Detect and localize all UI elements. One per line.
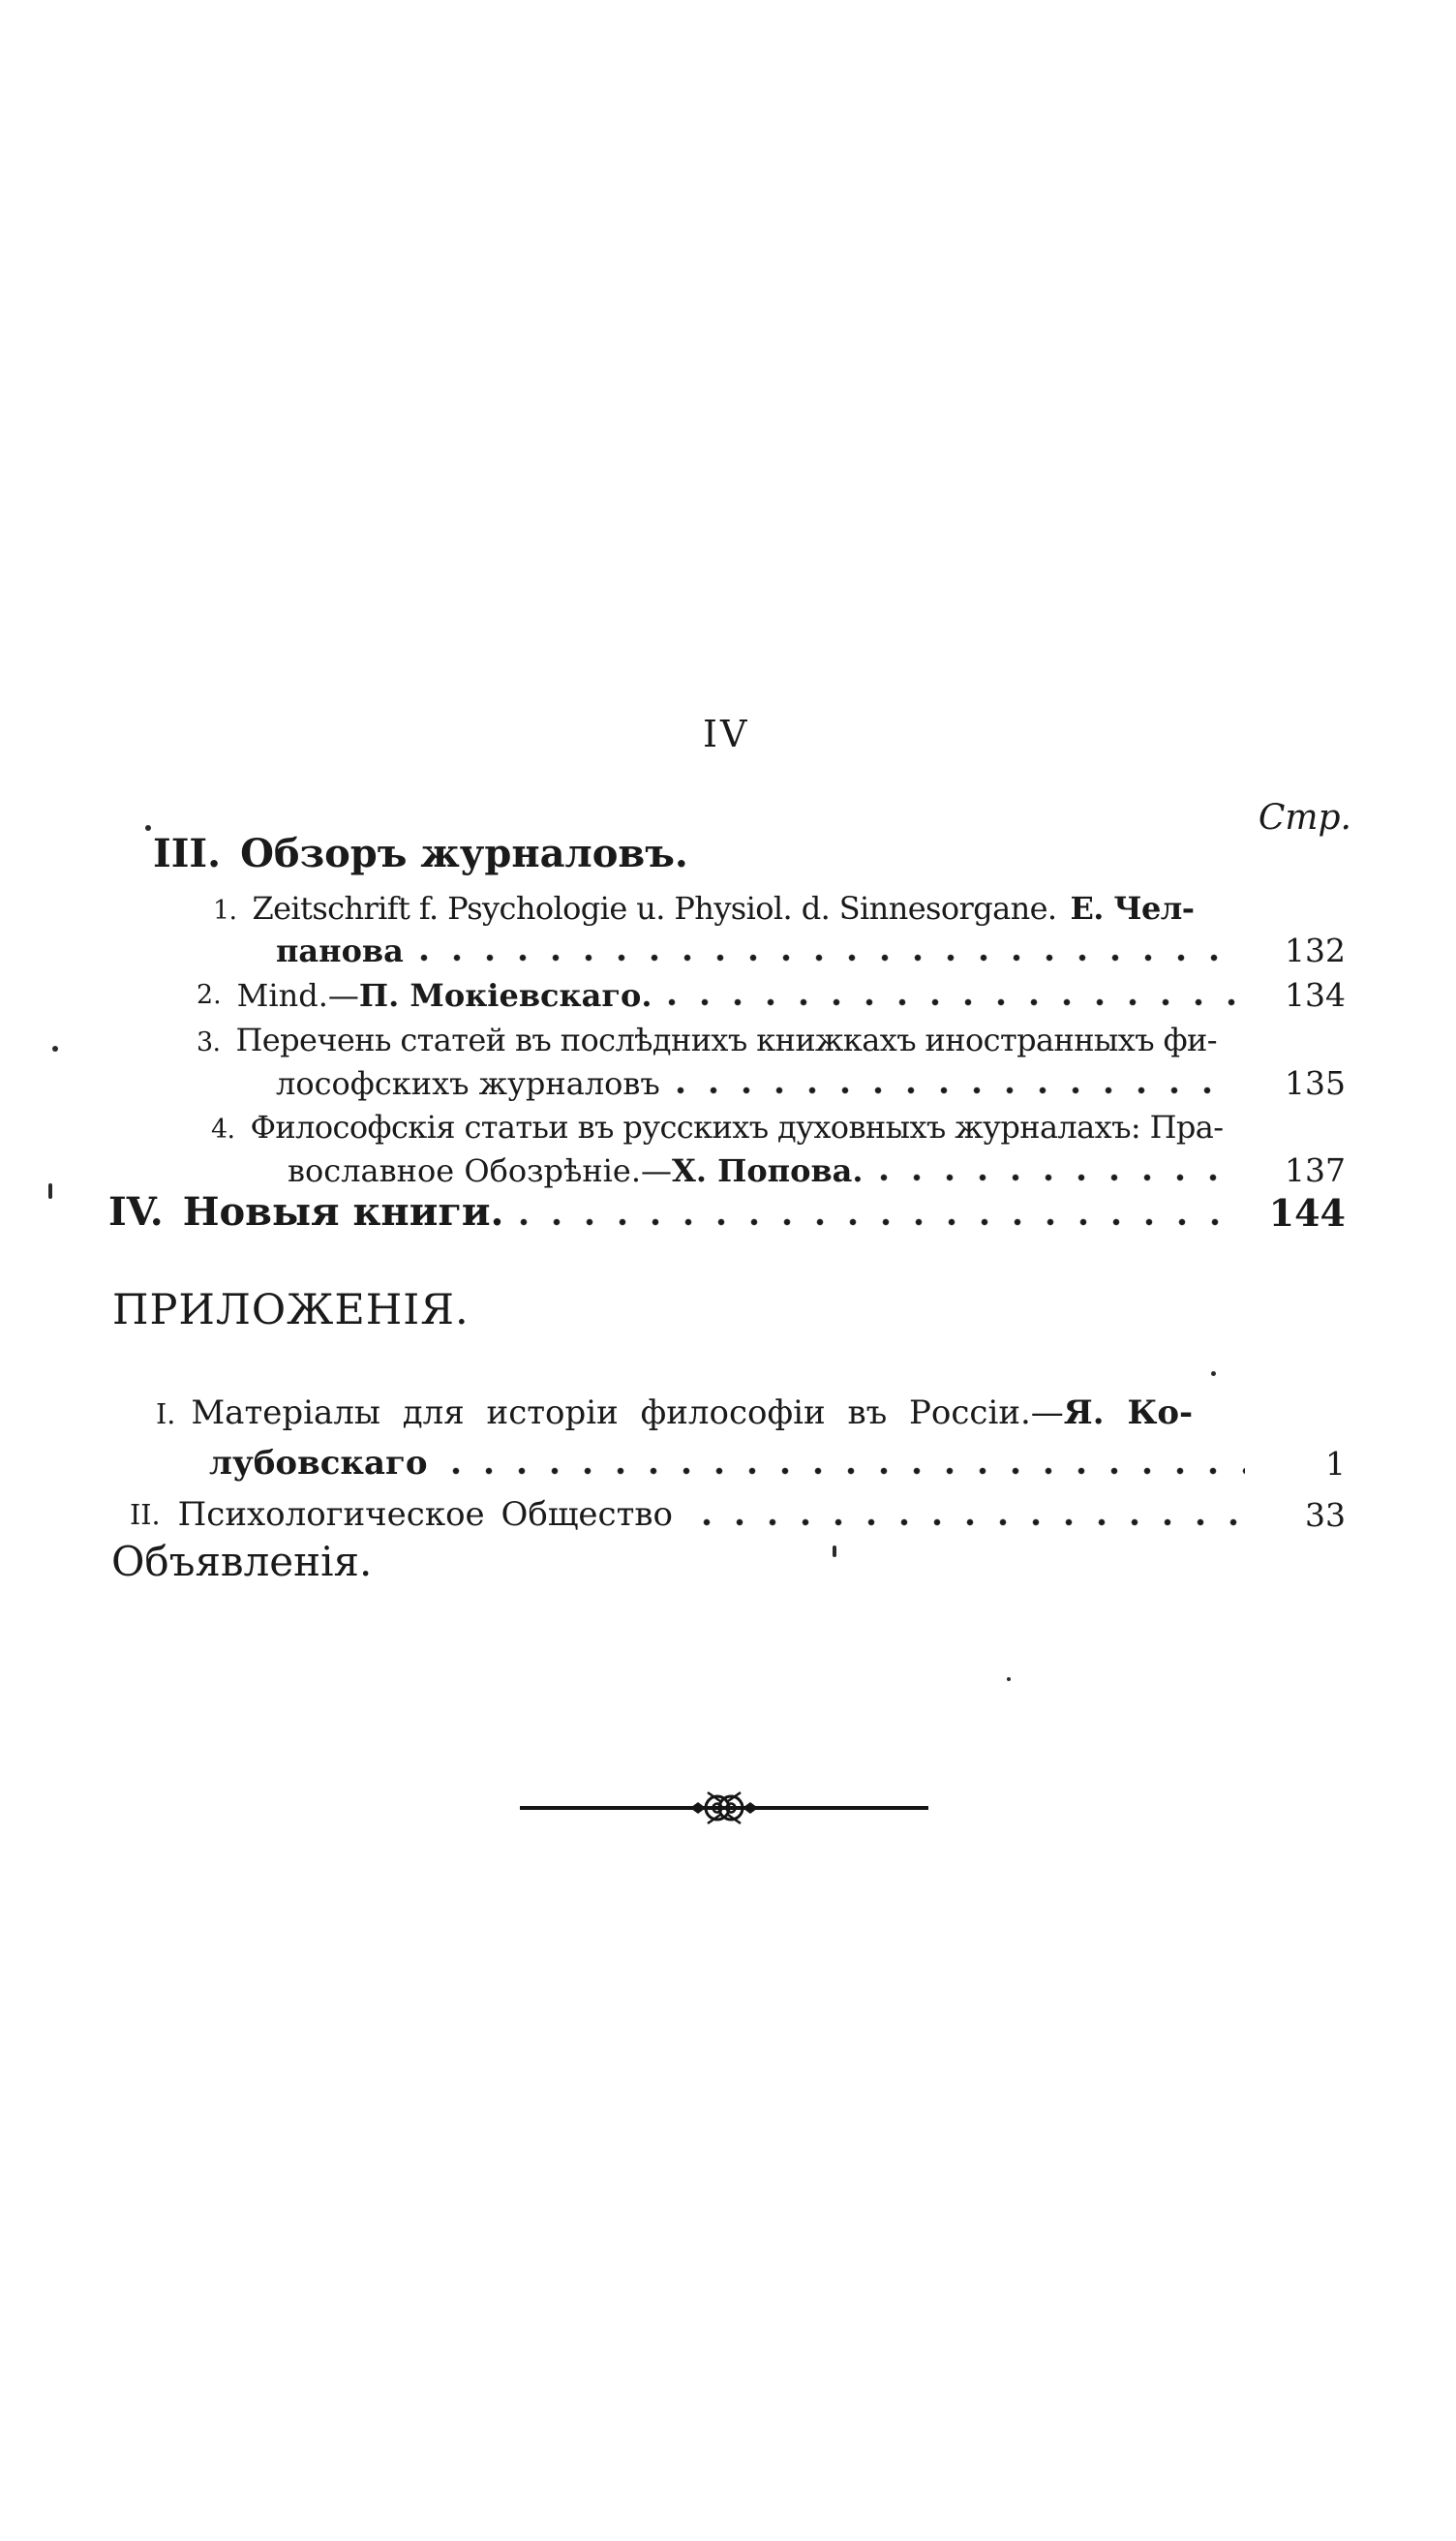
entry-page-number: 134: [1285, 976, 1346, 1014]
entry-page-number: 1: [1325, 1445, 1346, 1483]
toc-entry-articles-list-line1: [197, 1021, 1217, 1062]
dotted-leader: [519, 1217, 1220, 1227]
scan-speck: [833, 1546, 836, 1557]
dotted-leader: [451, 1466, 1245, 1476]
entry-page-number: 135: [1285, 1064, 1346, 1102]
folio-page-number: IV: [703, 713, 750, 755]
entry-author: Х. Попова.: [672, 1152, 864, 1189]
toc-entry-mind: [197, 976, 1346, 1015]
entry-author: П. Мокіевскаго.: [358, 977, 652, 1014]
entry-page-number: 137: [1285, 1151, 1346, 1189]
dotted-leader: [702, 1517, 1245, 1527]
toc-entry-zeitschrift-line2: [276, 932, 1346, 970]
section-heading-new-books: [108, 1189, 1346, 1235]
page-column-header: Стр.: [1258, 798, 1351, 838]
entry-page-number: 33: [1305, 1496, 1346, 1534]
entry-number: II.: [130, 1498, 161, 1531]
dotted-leader: [667, 997, 1236, 1007]
appendix-entry-materials-line1: [156, 1393, 1193, 1434]
section-title: Новыя книги.: [182, 1189, 504, 1235]
entry-author: Я. Ко-: [1063, 1393, 1194, 1432]
divider-rule-left: [520, 1806, 678, 1810]
entry-author-continued: лубовскаго: [209, 1444, 428, 1483]
section-page-number: 144: [1268, 1191, 1346, 1235]
section-title: Обзоръ журналовъ.: [240, 831, 688, 876]
announcements-note: Объявленія.: [111, 1538, 373, 1585]
scan-speck: [145, 825, 151, 831]
section-number: III.: [153, 831, 222, 876]
entry-page-number: 132: [1285, 932, 1346, 969]
dotted-leader: [879, 1173, 1236, 1182]
entry-text: Матеріалы для исторіи философіи въ Россіи.—: [191, 1393, 1064, 1432]
appendix-heading: ПРИЛОЖЕНІЯ.: [112, 1286, 470, 1334]
decorative-end-divider: [520, 1788, 928, 1828]
entry-text: Психологическое Общество: [177, 1495, 674, 1534]
entry-text-continued: лософскихъ журналовъ: [276, 1065, 660, 1102]
entry-author-continued: панова: [276, 933, 404, 969]
entry-number: I.: [156, 1397, 176, 1430]
entry-number: 1.: [213, 896, 237, 926]
entry-number: 4.: [211, 1115, 235, 1145]
entry-text: Философскія статьи въ русскихъ духовныхъ журналахъ: Пра-: [250, 1109, 1224, 1146]
divider-rule-right: [771, 1806, 928, 1810]
scan-speck: [1007, 1677, 1011, 1681]
dotted-leader: [419, 953, 1236, 963]
entry-author: Е. Чел-: [1070, 890, 1195, 927]
interlocked-rings-knot-ornament-icon: [678, 1788, 771, 1828]
appendix-entry-psych-society: [130, 1494, 1346, 1535]
entry-text: Mind.—: [236, 977, 359, 1014]
section-number: IV.: [108, 1189, 164, 1235]
scan-speck: [1211, 1371, 1216, 1376]
entry-number: 3.: [197, 1027, 221, 1057]
scan-speck: [52, 1046, 58, 1052]
entry-text: Перечень статей въ послѣднихъ книжкахъ иностранныхъ фи-: [235, 1022, 1217, 1058]
toc-entry-philosophic-articles-line1: [211, 1108, 1223, 1149]
entry-text-continued: вославное Обозрѣніе.—: [288, 1152, 672, 1189]
section-heading-journals-review: [153, 831, 688, 876]
entry-number: 2.: [197, 980, 222, 1010]
entry-text: Zeitschrift f. Psychologie u. Physiol. d. Sinnesorgane.: [252, 890, 1057, 927]
scan-speck: [48, 1183, 52, 1199]
appendix-entry-materials-line2: [209, 1443, 1346, 1484]
dotted-leader: [676, 1086, 1236, 1095]
toc-entry-articles-list-line2: [276, 1064, 1346, 1103]
toc-entry-philosophic-articles-line2: [288, 1151, 1346, 1190]
toc-entry-zeitschrift-line1: [213, 889, 1194, 931]
